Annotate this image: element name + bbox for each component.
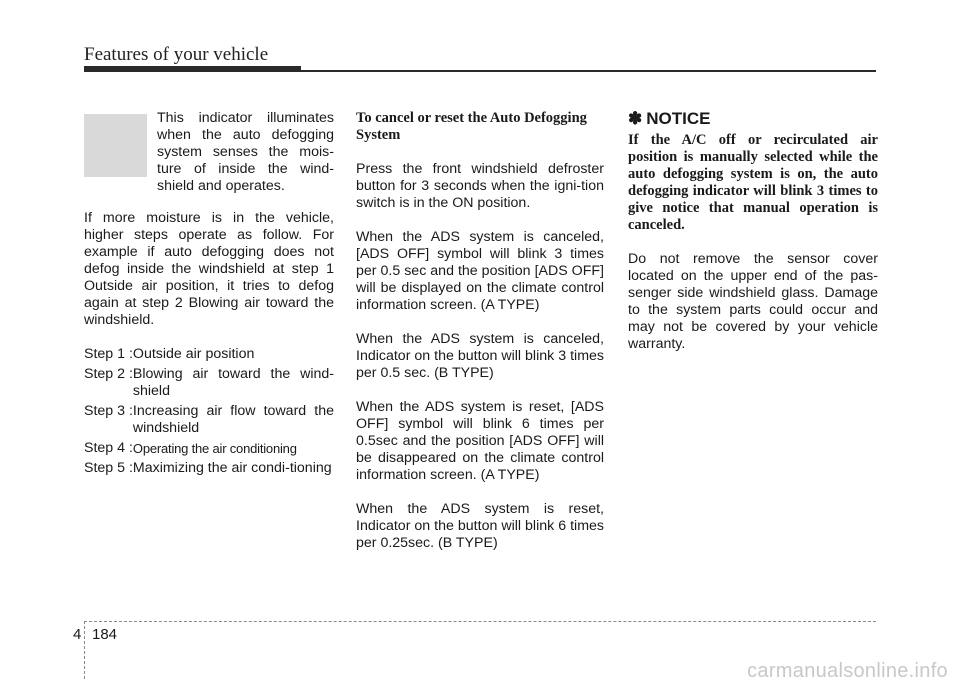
step-label: Step 3 : [84, 403, 133, 419]
step-item [84, 366, 334, 400]
defog-steps-list [84, 346, 334, 477]
header-rule-thin [301, 70, 876, 72]
paragraph: Press the front windshield defroster button for 3 seconds when the igni-tion switch is in the ON position. [356, 161, 604, 211]
notice-title: NOTICE [646, 109, 711, 128]
column-left [84, 110, 334, 480]
footer-divider [84, 621, 85, 679]
indicator-description: This indicator illuminates when the auto defogging system senses the mois-ture of inside the wind-shield and operates. [157, 110, 334, 194]
notice-star-icon: ✽ [628, 109, 643, 128]
column-middle [356, 110, 604, 569]
step-text: Operating the air conditioning [132, 441, 297, 456]
paragraph: When the ADS system is reset, [ADS OFF] symbol will blink 6 times per 0.5sec and the position [ADS OFF] will be disappeared on the climate control information screen. (A TYPE) [356, 399, 604, 483]
auto-defog-indicator-icon [84, 114, 147, 177]
column-right [628, 110, 878, 370]
moisture-paragraph: If more moisture is in the vehicle, higher steps operate as follow. For example if auto defogging does not defog inside the windshield at step 1 Outside air position, it tries to defog again at step 2 Blowing air toward the windshield. [84, 210, 334, 328]
paragraph: When the ADS system is reset, Indicator on the button will blink 6 times per 0.25sec. (B TYPE) [356, 501, 604, 551]
section-heading: To cancel or reset the Auto Defogging System [356, 110, 587, 143]
step-text: Increasing air flow toward the windshield [132, 403, 334, 436]
step-text: Outside air position [132, 346, 255, 362]
header-rule-thick [84, 66, 301, 72]
notice-bold-text: If the A/C off or recirculated air position is manually selected while the auto defogging system is on, the auto defogging indicator will blink 3 times to give notice that manual operation is canceled. [628, 132, 878, 233]
page-number: 184 [92, 626, 118, 643]
step-text: Maximizing the air condi-tioning [132, 460, 332, 476]
step-text: Blowing air toward the wind-shield [132, 366, 334, 399]
paragraph: When the ADS system is canceled, [ADS OFF] symbol will blink 3 times per 0.5 sec and the position [ADS OFF] will be displayed on the climate control information screen. (A TYPE) [356, 229, 604, 313]
paragraph: When the ADS system is canceled, Indicator on the button will blink 3 times per 0.5 sec. (B TYPE) [356, 331, 604, 381]
step-label: Step 5 : [84, 460, 133, 476]
header-title: Features of your vehicle [84, 44, 269, 65]
step-item [84, 403, 334, 437]
step-item [84, 440, 334, 457]
step-item [84, 460, 334, 477]
step-item [84, 346, 334, 363]
indicator-block [84, 110, 334, 210]
watermark: carmanualsonline.info [747, 660, 948, 682]
notice-heading [628, 110, 878, 127]
footer-rule [84, 621, 876, 622]
chapter-number: 4 [73, 626, 82, 643]
step-label: Step 1 : [84, 346, 133, 362]
step-label: Step 2 : [84, 366, 133, 382]
notice-paragraph: Do not remove the sensor cover located on the upper end of the pas-senger side windshield glass. Damage to the system parts could occur and may not be covered by your vehicle warranty. [628, 251, 878, 352]
step-label: Step 4 : [84, 440, 133, 456]
